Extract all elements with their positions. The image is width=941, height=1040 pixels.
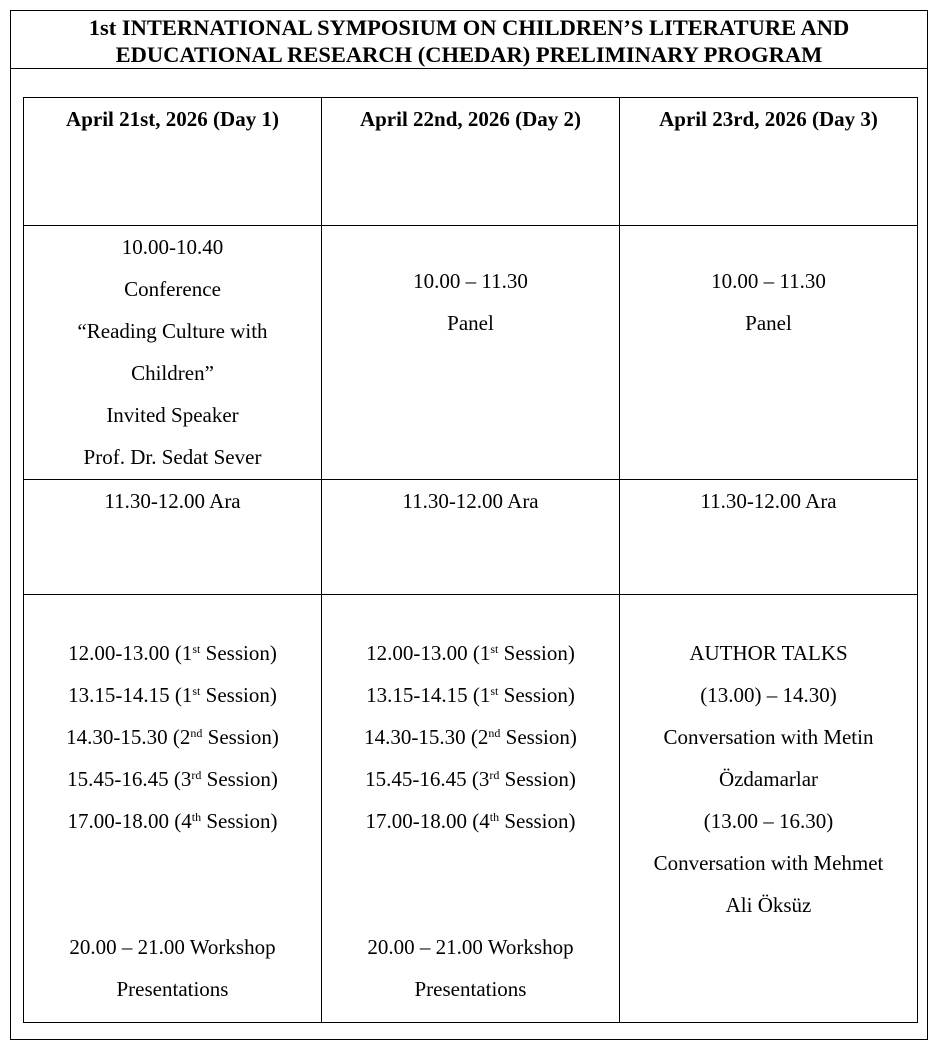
workshop-line: 20.00 – 21.00 Workshop [367, 935, 574, 959]
session-line: 17.00-18.00 (4th Session) [365, 809, 576, 833]
day2-break-cell: 11.30-12.00 Ara [322, 480, 620, 595]
day3-morning-line: 10.00 – 11.30 [711, 269, 826, 293]
author-talks-line: (13.00 – 16.30) [703, 809, 834, 833]
session-line: 12.00-13.00 (1st Session) [366, 641, 575, 665]
program-frame [10, 10, 928, 1040]
author-talks-line: Conversation with Metin [663, 725, 874, 749]
author-talks-line: Conversation with Mehmet [653, 851, 884, 875]
title-line-1: 1st INTERNATIONAL SYMPOSIUM ON CHILDREN’S LITERATURE AND [88, 15, 850, 40]
morning-row [24, 226, 918, 480]
day1-header: April 21st, 2026 (Day 1) [24, 98, 322, 226]
header-row [24, 98, 918, 226]
author-talks-line: Ali Öksüz [725, 893, 812, 917]
sessions-row [24, 595, 918, 1023]
session-line: 14.30-15.30 (2nd Session) [66, 725, 279, 749]
session-line: 12.00-13.00 (1st Session) [68, 641, 277, 665]
day3-author-talks-cell [620, 595, 918, 1023]
workshop-line: Presentations [414, 977, 527, 1001]
day1-sessions-cell [24, 595, 322, 1023]
day1-morning-line: 10.00-10.40 [121, 235, 224, 259]
session-line: 15.45-16.45 (3rd Session) [365, 767, 576, 791]
day1-morning-line: Conference [124, 277, 221, 301]
program-table [23, 97, 918, 1023]
day3-morning-cell [620, 226, 918, 480]
author-talks-line: (13.00) – 14.30) [700, 683, 837, 707]
document-title [11, 11, 927, 69]
workshop-line: Presentations [116, 977, 229, 1001]
session-line: 13.15-14.15 (1st Session) [68, 683, 277, 707]
session-line: 15.45-16.45 (3rd Session) [67, 767, 278, 791]
author-talks-line: Özdamarlar [718, 767, 819, 791]
spacer [326, 842, 615, 926]
day3-header: April 23rd, 2026 (Day 3) [620, 98, 918, 226]
spacer [28, 842, 317, 926]
day3-morning-line: Panel [745, 311, 792, 335]
day1-morning-line: “Reading Culture with [77, 319, 268, 343]
day1-morning-cell [24, 226, 322, 480]
day2-morning-cell [322, 226, 620, 480]
session-line: 17.00-18.00 (4th Session) [67, 809, 278, 833]
day2-morning-line: Panel [447, 311, 494, 335]
session-line: 14.30-15.30 (2nd Session) [364, 725, 577, 749]
day1-morning-line: Children” [131, 361, 214, 385]
day1-morning-line: Invited Speaker [106, 403, 239, 427]
break-row [24, 480, 918, 595]
day1-break-cell: 11.30-12.00 Ara [24, 480, 322, 595]
workshop-line: 20.00 – 21.00 Workshop [69, 935, 276, 959]
day2-header: April 22nd, 2026 (Day 2) [322, 98, 620, 226]
author-talks-line: AUTHOR TALKS [689, 641, 848, 665]
session-line: 13.15-14.15 (1st Session) [366, 683, 575, 707]
day3-break-cell: 11.30-12.00 Ara [620, 480, 918, 595]
day1-morning-line: Prof. Dr. Sedat Sever [83, 445, 262, 469]
day2-morning-line: 10.00 – 11.30 [413, 269, 528, 293]
day2-sessions-cell [322, 595, 620, 1023]
title-line-2: EDUCATIONAL RESEARCH (CHEDAR) PRELIMINARY PROGRAM [115, 42, 823, 67]
